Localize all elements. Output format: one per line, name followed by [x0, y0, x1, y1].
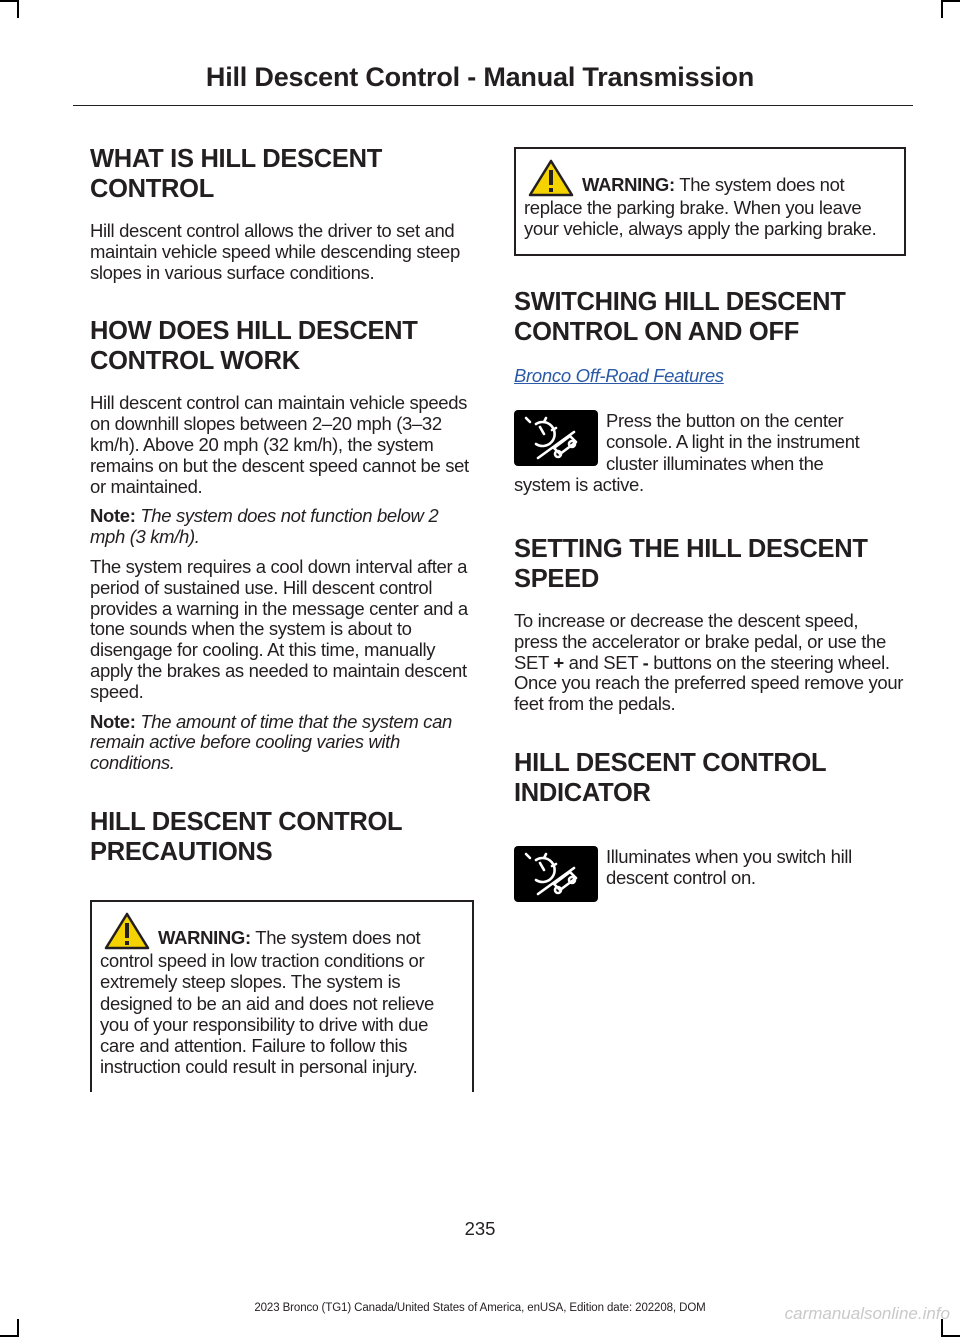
footer-edition-info: 2023 Bronco (TG1) Canada/United States of America, enUSA, Edition date: 202208, DOM [254, 1302, 706, 1314]
paragraph-how-it-works: Hill descent control can maintain vehicle speeds on downhill slopes between 2–20 mph (3–32 km/h). Above 20 mph (32 km/h), the system remains on but the descent speed cannot be set or maintained. [90, 392, 469, 497]
note-text: The amount of time that the system can remain active before cooling varies with conditions. [90, 710, 452, 774]
section-heading-precautions: HILL DESCENT CONTROL PRECAUTIONS [90, 807, 403, 866]
indicator-text: Illuminates when you switch hill descent control on. [606, 846, 852, 889]
warning-box-speed-control [90, 900, 474, 1092]
note-text: The system does not function below 2 mph (3 km/h). [90, 505, 439, 548]
section-heading-setting-speed: SETTING THE HILL DESCENT SPEED [514, 535, 868, 593]
crop-mark [0, 0, 18, 2]
section-heading-indicator: HILL DESCENT CONTROL INDICATOR [514, 748, 827, 807]
crop-mark [941, 0, 943, 18]
paragraph-cool-down: The system requires a cool down interval after a period of sustained use. Hill descent control provides a warning in the message center and a tone sounds when the system is about to disengage for cooling. At this time, manually apply the brakes as needed to maintain descent speed. [90, 555, 468, 702]
right-column-lower [514, 534, 906, 808]
paragraph-what-is: Hill descent control allows the driver to set and maintain vehicle speed while descending steep slopes in various surface conditions. [90, 220, 460, 283]
warning-triangle-icon [104, 912, 150, 950]
warning-label: WARNING: [582, 174, 675, 195]
note-min-speed [90, 506, 474, 548]
set-plus-symbol: + [553, 651, 564, 673]
header-divider [73, 105, 913, 106]
bronco-off-road-features-link[interactable]: Bronco Off-Road Features [514, 364, 724, 386]
note-label: Note: [90, 710, 136, 732]
hill-descent-control-icon [514, 410, 598, 466]
crop-mark [942, 0, 960, 2]
set-minus-symbol: - [642, 651, 649, 673]
note-label: Note: [90, 505, 136, 527]
warning-text: The system does not control speed in low traction conditions or extremely steep slopes. The system is designed to be an aid and does not relieve you of your responsibility to drive with due care and attention. Failure to follow this instruction could result in personal injury. [100, 926, 434, 1078]
page-header-title: Hill Descent Control - Manual Transmission [205, 62, 755, 92]
warning-triangle-icon [528, 159, 574, 197]
warning-label: WARNING: [158, 926, 251, 948]
crop-mark [17, 0, 19, 18]
button-instruction-text-cont: system is active. [514, 474, 644, 495]
watermark: carmanualsonline.info [784, 1304, 950, 1323]
page-number: 235 [464, 1218, 496, 1239]
paragraph-setting-speed: To increase or decrease the descent speed, press the accelerator or brake pedal, or use the SET + and SET - buttons on the steering wheel. Once you reach the preferred speed remove your feet from the pedals. [514, 610, 904, 715]
section-heading-how-it-works: HOW DOES HILL DESCENT CONTROL WORK [90, 317, 418, 376]
left-column [90, 144, 474, 1092]
right-column [514, 147, 906, 389]
warning-text: The system does not replace the parking brake. When you leave your vehicle, always apply the parking brake. [524, 174, 877, 240]
crop-mark [17, 1319, 19, 1337]
note-active-time [90, 712, 474, 774]
button-instruction-text: Press the button on the center console. A light in the instrument cluster illuminates when the [606, 410, 860, 474]
section-heading-what-is: WHAT IS HILL DESCENT CONTROL [90, 145, 382, 203]
warning-box-parking-brake [514, 147, 906, 256]
section-heading-switching: SWITCHING HILL DESCENT CONTROL ON AND OFF [514, 287, 846, 346]
hill-descent-control-indicator-icon [514, 846, 598, 902]
